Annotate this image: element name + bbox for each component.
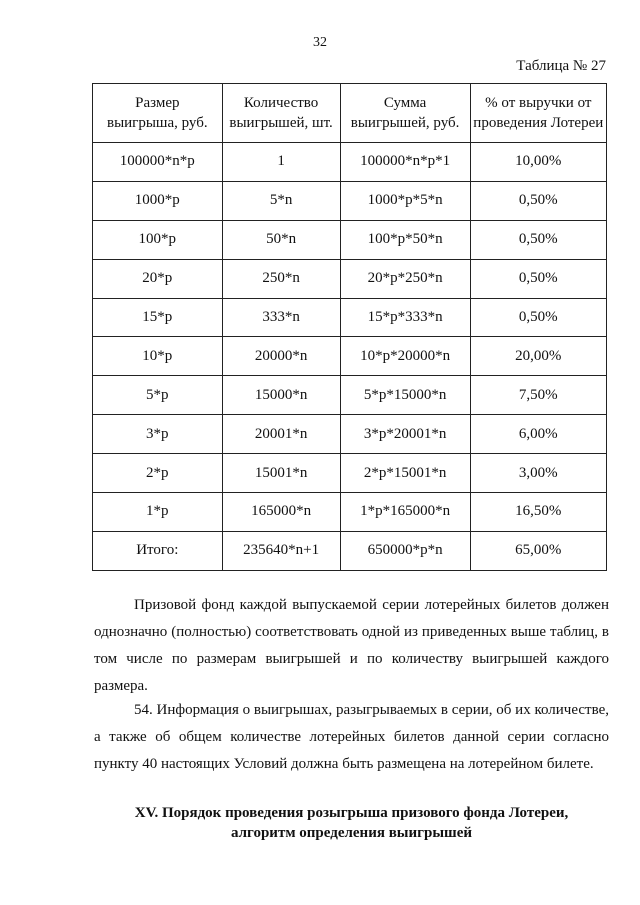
page-number: 32: [313, 35, 327, 50]
table-cell: 5*n: [222, 181, 340, 220]
table-row: [93, 298, 607, 337]
table-row: [93, 143, 607, 182]
table-cell: 0,50%: [470, 220, 606, 259]
table-cell: 10*p: [93, 337, 223, 376]
table-caption: Таблица № 27: [516, 58, 606, 74]
table-cell: 20001*n: [222, 415, 340, 454]
table-cell: 15*p*333*n: [340, 298, 470, 337]
table-cell: 20000*n: [222, 337, 340, 376]
table-cell: 100000*n*p: [93, 143, 223, 182]
table-cell: 7,50%: [470, 376, 606, 415]
header-prize-size: Размер выигрыша, руб.: [93, 84, 223, 143]
table-row: [93, 376, 607, 415]
table-cell: 235640*n+1: [222, 531, 340, 570]
paragraph-item-54: 54. Информация о выигрышах, разыгрываемых в серии, об их количестве, а также об общем количестве лотерейных билетов данной серии согласно пункту 40 настоящих Условий должна быть размещена на лотерейном билете.: [94, 702, 609, 772]
table-cell: 650000*p*n: [340, 531, 470, 570]
table-cell: 0,50%: [470, 181, 606, 220]
section-heading-line2: алгоритм определения выигрышей: [230, 825, 472, 841]
table-cell: 0,50%: [470, 259, 606, 298]
table-cell: 20*p*250*n: [340, 259, 470, 298]
prize-table: [92, 83, 607, 571]
table-row: [93, 259, 607, 298]
table-cell: 10*p*20000*n: [340, 337, 470, 376]
header-prize-count: Количество выигрышей, шт.: [222, 84, 340, 143]
table-cell: 20,00%: [470, 337, 606, 376]
table-body: [93, 143, 607, 571]
table-cell: 1000*p: [93, 181, 223, 220]
table-cell: 6,00%: [470, 415, 606, 454]
table-cell: Итого:: [93, 531, 223, 570]
table-row: [93, 454, 607, 493]
table-cell: 0,50%: [470, 298, 606, 337]
table-total-row: [93, 531, 607, 570]
table-cell: 3*p: [93, 415, 223, 454]
table-cell: 1*p*165000*n: [340, 493, 470, 532]
table-cell: 65,00%: [470, 531, 606, 570]
table-cell: 20*p: [93, 259, 223, 298]
header-revenue-percent: % от выручки от проведения Лотереи: [470, 84, 606, 143]
table-cell: 100*p: [93, 220, 223, 259]
section-heading: [94, 803, 609, 843]
table-cell: 1*p: [93, 493, 223, 532]
table-cell: 3,00%: [470, 454, 606, 493]
table-cell: 5*p*15000*n: [340, 376, 470, 415]
table-row: [93, 415, 607, 454]
table-row: [93, 181, 607, 220]
table-cell: 15*p: [93, 298, 223, 337]
table-cell: 2*p*15001*n: [340, 454, 470, 493]
table-cell: 5*p: [93, 376, 223, 415]
table-cell: 50*n: [222, 220, 340, 259]
table-cell: 100*p*50*n: [340, 220, 470, 259]
table-cell: 250*n: [222, 259, 340, 298]
table-header-row: [93, 84, 607, 143]
table-cell: 10,00%: [470, 143, 606, 182]
table-cell: 100000*n*p*1: [340, 143, 470, 182]
table-row: [93, 220, 607, 259]
table-row: [93, 337, 607, 376]
table-cell: 15000*n: [222, 376, 340, 415]
table-row: [93, 493, 607, 532]
paragraph-prize-fund: Призовой фонд каждой выпускаемой серии лотерейных билетов должен однозначно (полностью) соответствовать одной из приведенных выше таблиц, в том числе по размерам выигрышей и по количеству выигрышей каждого размера.: [94, 597, 609, 694]
table-cell: 3*p*20001*n: [340, 415, 470, 454]
table-cell: 15001*n: [222, 454, 340, 493]
header-prize-sum: Сумма выигрышей, руб.: [340, 84, 470, 143]
section-heading-line1: XV. Порядок проведения розыгрыша призового фонда Лотереи,: [134, 805, 569, 821]
table-cell: 16,50%: [470, 493, 606, 532]
table-cell: 165000*n: [222, 493, 340, 532]
table-cell: 2*p: [93, 454, 223, 493]
table-cell: 333*n: [222, 298, 340, 337]
table-cell: 1: [222, 143, 340, 182]
table-cell: 1000*p*5*n: [340, 181, 470, 220]
